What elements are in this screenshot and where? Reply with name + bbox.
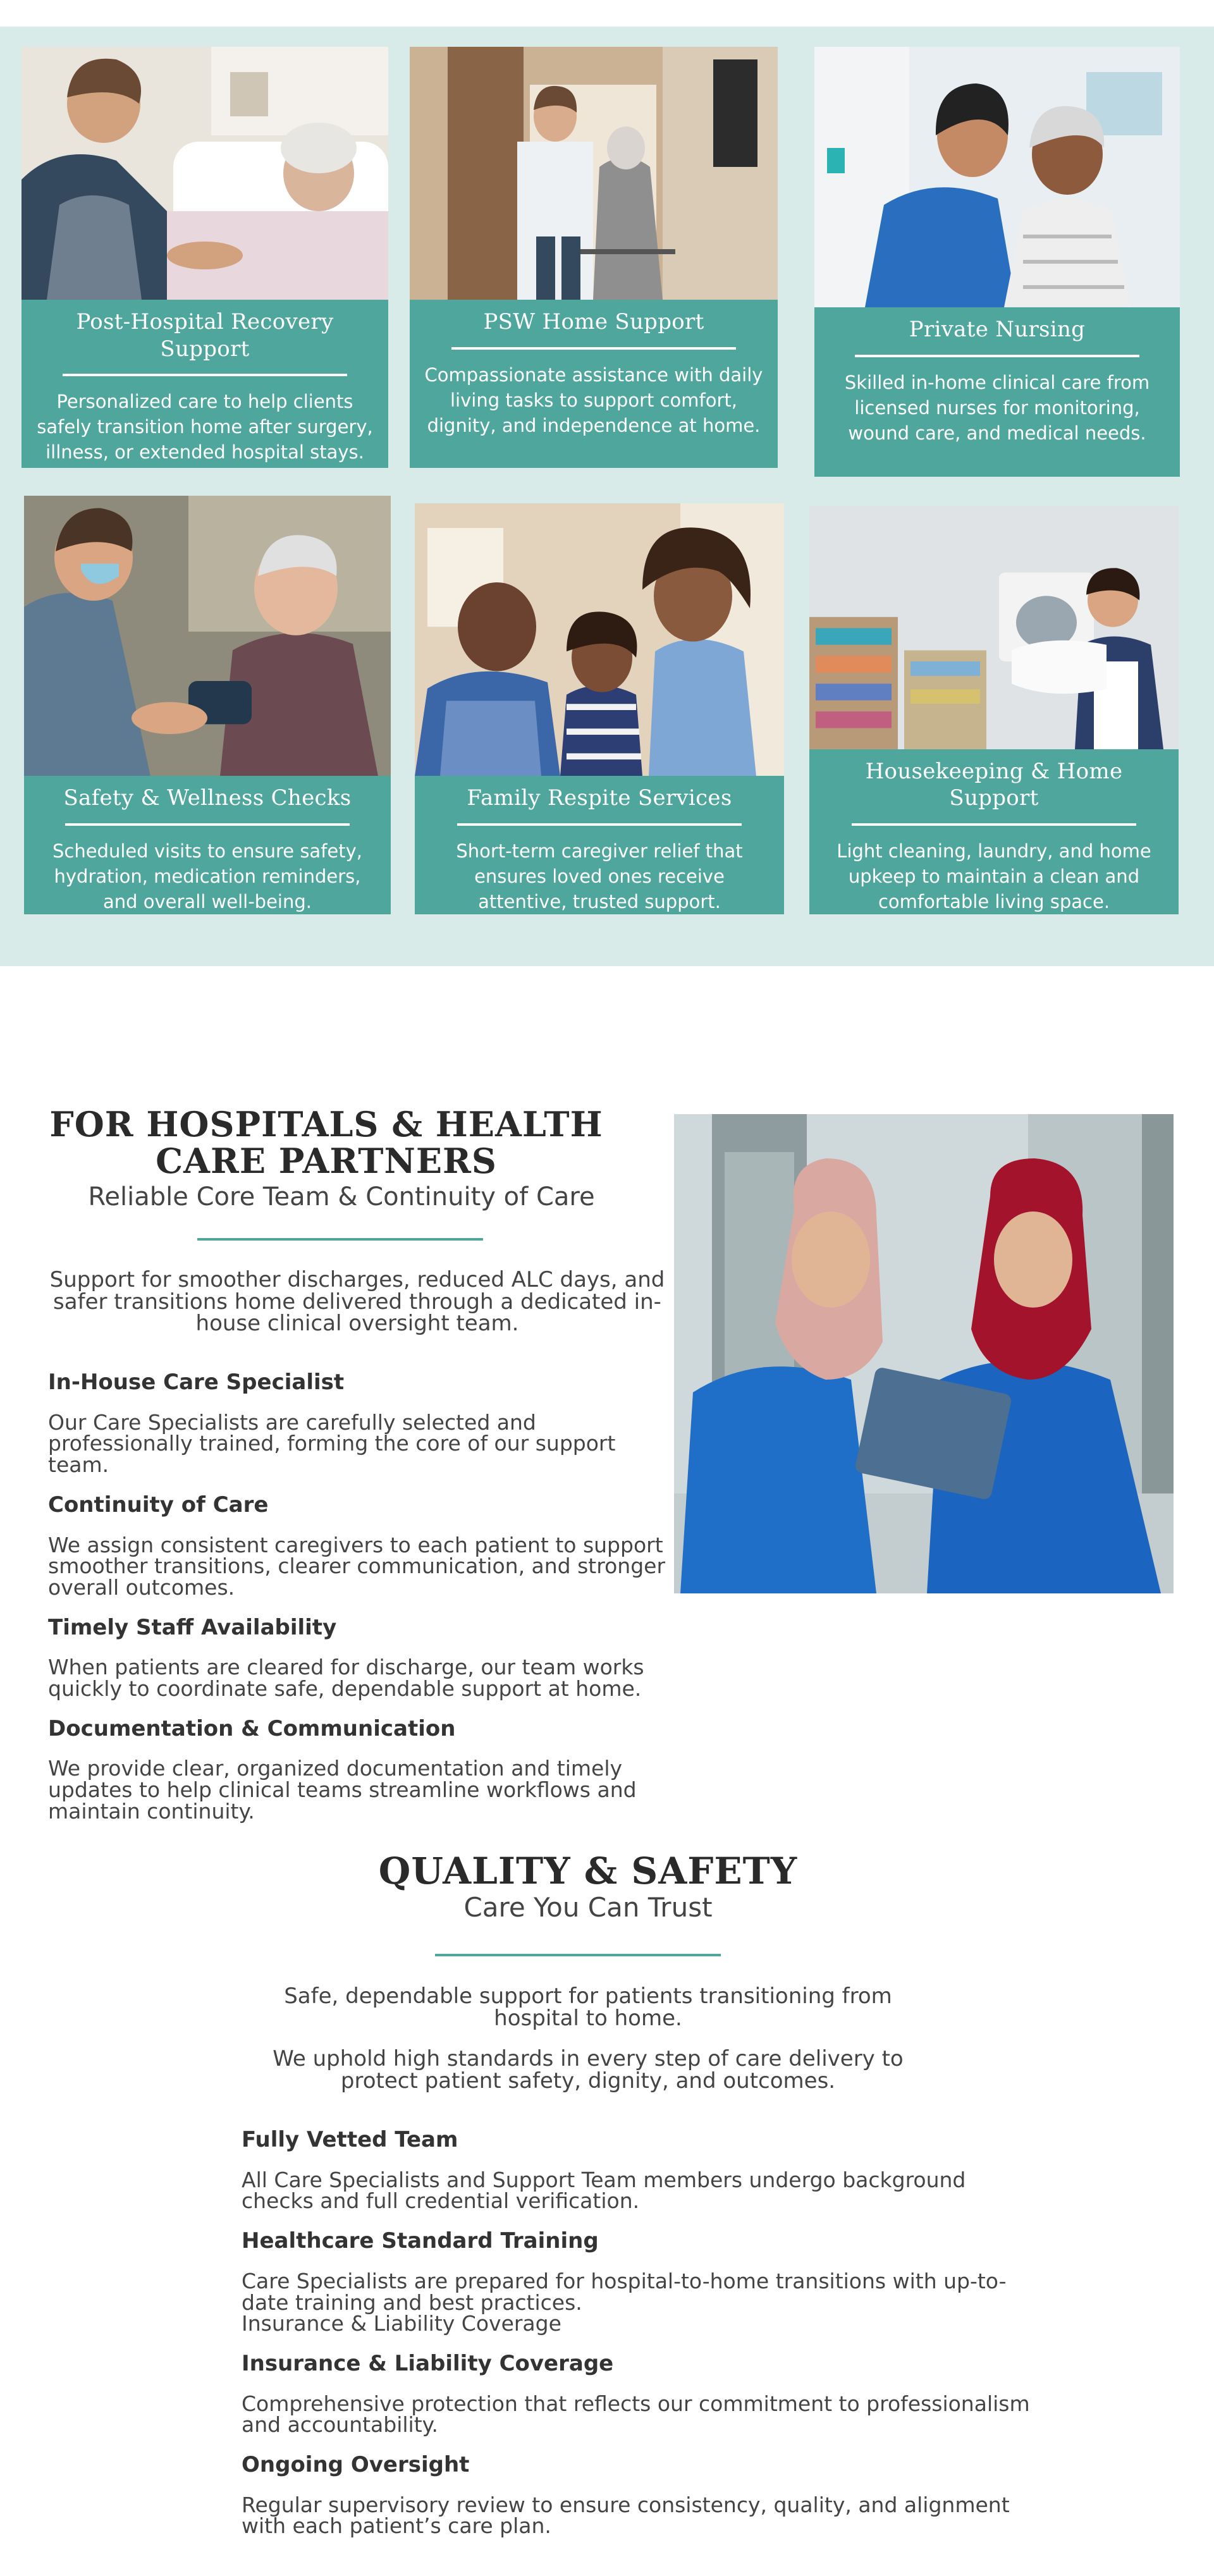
- quality-safety-features: [242, 2127, 1038, 2553]
- feature-item: [242, 2127, 1038, 2212]
- service-title: Housekeeping & Home Support: [865, 758, 1123, 811]
- feature-item: [48, 1492, 668, 1598]
- service-title: Private Nursing: [909, 317, 1086, 342]
- feature-text: We assign consistent caregivers to each patient to support smoother transitions, clearer communication, and stronger overall outcomes.: [48, 1532, 666, 1600]
- service-image-post-hospital: [21, 47, 388, 300]
- feature-item: [242, 2351, 1038, 2436]
- service-title: Post-Hospital Recovery Support: [76, 309, 334, 362]
- intro-paragraph: Safe, dependable support for patients transitioning from hospital to home.: [284, 1984, 892, 2031]
- feature-text: Comprehensive protection that reflects our commitment to professionalism and accountability.: [242, 2391, 1030, 2438]
- service-panel: [410, 300, 778, 468]
- feature-text: When patients are cleared for discharge, our team works quickly to coordinate safe, dependable support at home.: [48, 1655, 644, 1701]
- hospital-partners-image: [674, 1114, 1174, 1593]
- hospital-partners-subtitle: Reliable Core Team & Continuity of Care: [88, 1182, 595, 1211]
- service-title: PSW Home Support: [483, 309, 704, 334]
- service-description: Skilled in-home clinical care from licensed nurses for monitoring, wound care, and medical needs.: [844, 371, 1150, 444]
- title-divider: [852, 823, 1136, 826]
- feature-text: Our Care Specialists are carefully selected and professionally trained, forming the core of our support team.: [48, 1409, 616, 1478]
- section-divider: [197, 1238, 483, 1241]
- feature-heading: Continuity of Care: [48, 1492, 269, 1518]
- quality-safety-title: QUALITY & SAFETY: [378, 1849, 798, 1892]
- feature-heading: Ongoing Oversight: [242, 2451, 470, 2477]
- service-panel: [814, 307, 1180, 477]
- service-panel: [809, 749, 1179, 914]
- title-divider: [451, 347, 736, 350]
- service-image-private-nursing: [814, 47, 1180, 307]
- hospital-partners-title: FOR HOSPITALS & HEALTH CARE PARTNERS: [49, 1104, 603, 1182]
- title-divider: [65, 823, 350, 826]
- service-image-psw-home: [410, 47, 778, 300]
- service-image-safety-wellness: [24, 496, 391, 776]
- title-divider: [63, 374, 347, 376]
- quality-safety-intro: [272, 1985, 904, 2111]
- hospital-partners-intro: Support for smoother discharges, reduced ALC days, and safer transitions home delivered through a dedicated in-house clinical oversight team.: [49, 1267, 665, 1337]
- service-panel: [24, 776, 391, 914]
- feature-item: [48, 1716, 668, 1822]
- intro-paragraph: We uphold high standards in every step of care delivery to protect patient safety, dignity, and outcomes.: [273, 2046, 904, 2094]
- feature-text: Regular supervisory review to ensure consistency, quality, and alignment with each patient’s care plan.: [242, 2492, 1010, 2539]
- service-description: Light cleaning, laundry, and home upkeep to maintain a clean and comfortable living space.: [837, 840, 1151, 912]
- feature-heading: Healthcare Standard Training: [242, 2228, 599, 2254]
- service-panel: [415, 776, 784, 914]
- feature-heading: Fully Vetted Team: [242, 2127, 458, 2152]
- service-card-private-nursing[interactable]: [814, 47, 1180, 477]
- services-section: [0, 27, 1214, 966]
- service-description: Compassionate assistance with daily living tasks to support comfort, dignity, and independence at home.: [424, 364, 763, 436]
- service-card-safety-wellness[interactable]: [24, 496, 391, 914]
- service-title: Family Respite Services: [467, 785, 732, 811]
- service-panel: [21, 300, 388, 468]
- feature-item: [242, 2228, 1038, 2334]
- feature-text: All Care Specialists and Support Team members undergo background checks and full credential verification.: [242, 2167, 966, 2214]
- feature-item: [242, 2452, 1038, 2537]
- service-card-family-respite[interactable]: [415, 503, 784, 914]
- service-title: Safety & Wellness Checks: [63, 785, 352, 811]
- feature-item: [48, 1370, 668, 1476]
- feature-heading: In-House Care Specialist: [48, 1370, 345, 1395]
- feature-heading: Documentation & Communication: [48, 1715, 456, 1741]
- quality-safety-subtitle: Care You Can Trust: [463, 1892, 713, 1923]
- feature-text: Care Specialists are prepared for hospital-to-home transitions with up-to-date training and best practices.: [242, 2268, 1007, 2315]
- service-description: Personalized care to help clients safely transition home after surgery, illness, or extended hospital stays.: [37, 391, 373, 463]
- service-card-psw-home[interactable]: [410, 47, 778, 468]
- service-card-post-hospital[interactable]: [21, 47, 388, 468]
- service-image-housekeeping: [809, 506, 1179, 749]
- title-divider: [855, 355, 1139, 357]
- service-card-housekeeping[interactable]: [809, 506, 1179, 914]
- feature-extra-text: Insurance & Liability Coverage: [242, 2311, 561, 2336]
- feature-heading: Insurance & Liability Coverage: [242, 2350, 614, 2376]
- hospital-partners-features: [48, 1370, 668, 1838]
- service-description: Short-term caregiver relief that ensures loved ones receive attentive, trusted support.: [456, 840, 743, 912]
- feature-item: [48, 1615, 668, 1700]
- feature-text: We provide clear, organized documentation and timely updates to help clinical teams streamline workflows and maintain continuity.: [48, 1756, 637, 1824]
- service-description: Scheduled visits to ensure safety, hydration, medication reminders, and overall well-being.: [52, 840, 363, 912]
- section-divider: [435, 1954, 721, 1956]
- title-divider: [457, 823, 742, 826]
- feature-heading: Timely Staff Availability: [48, 1614, 337, 1640]
- service-image-family-respite: [415, 503, 784, 776]
